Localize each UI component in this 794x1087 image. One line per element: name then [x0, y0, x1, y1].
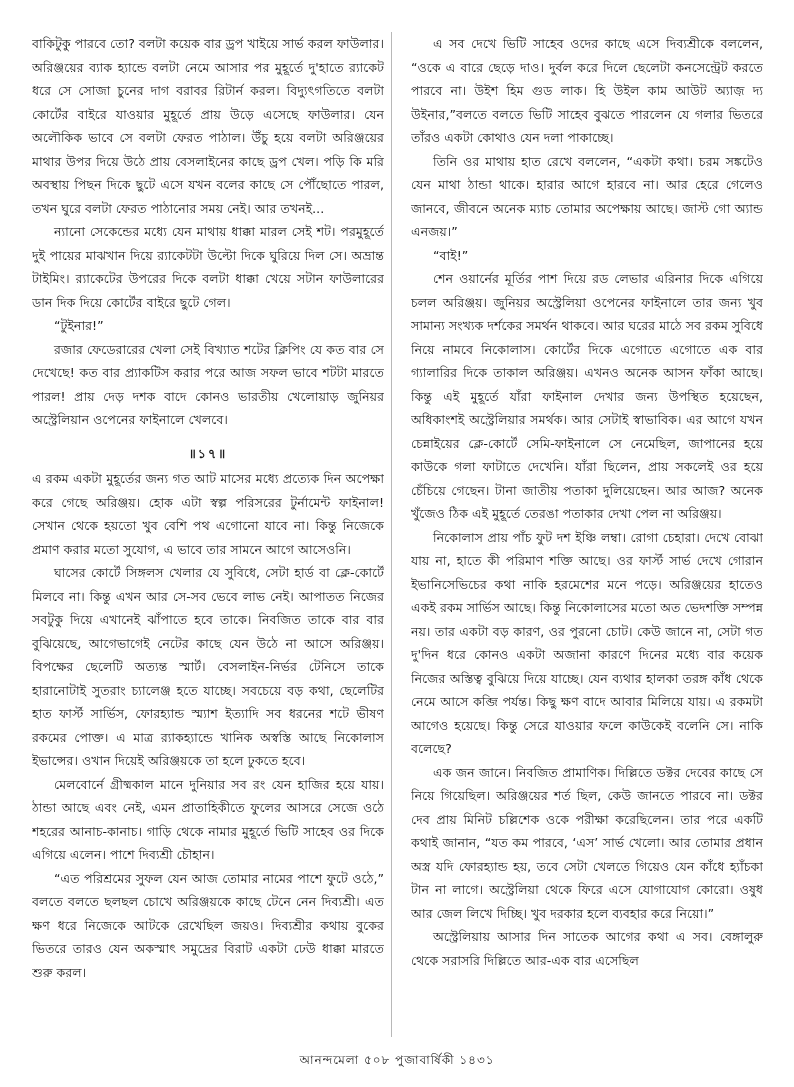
- paragraph: ন্যানো সেকেন্ডের মধ্যে যেন মাথায় ধাক্কা মারল সেই শট। পরমুহূর্তে দুই পায়ের মাঝখান দিয়ে র‍্যাকেটটা উল্টো দিকে ঘুরিয়ে দিল সে। অভ্রান্ত টাইমিং। র‍্যাকেটের উপরের দিকে বলটা ধাক্কা খেয়ে সটান ফাউলারের ডান দিক দিয়ে কোর্টের বাইরে ছুটে গেল।: [32, 224, 384, 310]
- left-column: [32, 32, 384, 1037]
- paragraph: নিকোলাস প্রায় পাঁচ ফুট দশ ইঞ্চি লম্বা। রোগা চেহারা। দেখে বোঝা যায় না, হাতে কী পরিমাণ শক্তি আছে। ওর ফার্স্ট সার্ভ দেখে গোরান ইভানিসেভিচের কথা নাকি হরমেশের মনে পড়ে। অরিঞ্জয়ের হাতেও একই রকম সার্ভিস আছে। কিন্তু নিকোলাসের মতো অত ভেদশক্তি সম্পন্ন নয়। তার একটা বড় কারণ, ওর পুরনো চোট। কেউ জানে না, সেটা গত দু'দিন ধরে কোনও একটা অজানা কারণে দিনের মধ্যে বার কয়েক নিজের অস্তিত্ব বুঝিয়ে দিয়ে যাচ্ছে। যেন ব্যথার হালকা তরঙ্গ কাঁধ থেকে নেমে আসে কব্জি পর্যন্ত। কিছু ক্ষণ বাদে আবার মিলিয়ে যায়। এ রকমটা আগেও হয়েছে। কিন্তু সেরে যাওয়ার ফলে কাউকেই বলেনি সে। নাকি বলেছে?: [411, 529, 763, 756]
- paragraph: বাকিটুকু পারবে তো? বলটা কয়েক বার ড্রপ খাইয়ে সার্ভ করল ফাউলার। অরিঞ্জয়ের ব্যাক হ্যান্ডে বলটা নেমে আসার পর মুহূর্তে দু'হাতে র‍্যাকেট ধরে সে সোজা চুনের দাগ বরাবর রিটার্ন করল। বিদ্যুৎগতিতে বলটা কোর্টের বাইরে যাওয়ার মুহূর্তে প্রায় উড়ে এসেছে ফাউলার। যেন অলৌকিক ভাবে সে বলটা ফেরত পাঠাল। উঁচু হয়ে বলটা অরিঞ্জয়ের মাথার উপর দিয়ে উঠে প্রায় বেসলাইনের কাছে ড্রপ খেল। পড়ি কি মরি অবস্থায় পিছন দিকে ছুটে এসে যখন বলের কাছে সে পৌঁছোতে পারল, তখন ঘুরে বলটা ফেরত পাঠানোর সময় নেই। আর তখনই...: [32, 36, 384, 216]
- paragraph: অস্ট্রেলিয়ায় আসার দিন সাতেক আগের কথা এ সব। বেঙ্গালুরু থেকে সরাসরি দিল্লিতে আর-এক বার এসেছিল: [411, 929, 763, 968]
- column-divider: [391, 32, 392, 1037]
- paragraph: “বাই!”: [433, 247, 469, 263]
- section-heading: ॥১৭॥: [188, 445, 228, 461]
- paragraph: এ রকম একটা মুহূর্তের জন্য গত আট মাসের মধ্যে প্রত্যেক দিন অপেক্ষা করে গেছে অরিঞ্জয়। হোক এটা স্বল্প পরিসরের টুর্নামেন্ট ফাইনাল! সেখান থেকে হয়তো খুব বেশি পথ এগোনো যাবে না। কিন্তু নিজেকে প্রমাণ করার মতো সুযোগ, এ ভাবে তার সামনে আগে আসেওনি।: [32, 471, 384, 557]
- page-footer: আনন্দমেলা ৫০৮ পুজাবার্ষিকী ১৪৩১: [299, 1053, 495, 1067]
- paragraph: “এত পরিশ্রমের সুফল যেন আজ তোমার নামের পাশে ফুটে ওঠে,” বলতে বলতে ছলছল চোখে অরিঞ্জয়কে কাছে টেনে নেন দিব্যশ্রী। এত ক্ষণ ধরে নিজেকে আটকে রেখেছিল জয়ও। দিব্যশ্রীর কথায় বুকের ভিতরে তারও যেন অকস্মাৎ সমুদ্রের বিরাট একটা ঢেউ ধাক্কা মারতে শুরু করল।: [32, 870, 384, 980]
- paragraph: মেলবোর্নে গ্রীষ্মকাল মানে দুনিয়ার সব রং যেন হাজির হয়ে যায়। ঠান্ডা আছে এবং নেই, এমন প্রাতাহিকীতে ফুলের আসরে সেজে ওঠে শহরের আনাচ-কানাচ। গাড়ি থেকে নামার মুহূর্তে ভিটি সাহেব ওর দিকে এগিয়ে এলেন। পাশে দিব্যশ্রী চৌহান।: [32, 776, 384, 862]
- paragraph: রজার ফেডেরারের খেলা সেই বিখ্যাত শটের ক্লিপিং যে কত বার সে দেখেছে! কত বার প্র্যাকটিস করার পরে আজ সফল ভাবে শটটা মারতে পারল! প্রায় দেড় দশক বাদে কোনও ভারতীয় খেলোয়াড় জুনিয়র অস্ট্রেলিয়ান ওপেনের ফাইনালে খেলবে।: [32, 341, 384, 427]
- paragraph: “টুইনার!”: [54, 318, 104, 333]
- paragraph: এ সব দেখে ভিটি সাহেব ওদের কাছে এসে দিব্যশ্রীকে বললেন, “ওকে এ বারে ছেড়ে দাও। দুর্বল করে দিলে ছেলেটা কনসেন্ট্রেট করতে পারবে না। উইশ হিম গুড লাক। হি উইল কাম আউট অ্যাজ় দ্য উইনার,”বলতে বলতে ভিটি সাহেব বুঝতে পারলেন যে গলার ভিতরে তাঁরও একটা কোথাও যেন দলা পাকাচ্ছে।: [411, 36, 763, 145]
- paragraph: তিনি ওর মাথায় হাত রেখে বললেন, “একটা কথা। চরম সঙ্কটেও যেন মাথা ঠান্ডা থাকে। হারার আগে হারবে না। আর হেরে গেলেও জানবে, জীবনে অনেক ম্যাচ তোমার অপেক্ষায় আছে। জাস্ট গো অ্যান্ড এনজয়।”: [411, 153, 763, 239]
- paragraph: ঘাসের কোর্টে সিঙ্গলস খেলার যে সুবিধে, সেটা হার্ড বা ক্লে-কোর্টে মিলবে না। কিন্তু এখন আর সে-সব ভেবে লাভ নেই। আপাতত নিজের সবটুকু দিয়ে এখানেই ঝাঁপাতে হবে তাকে। নিবজিত তাকে বার বার বুঝিয়েছে, আগেভাগেই নেটের কাছে যেন উঠে না আসে অরিঞ্জয়। বিপক্ষের ছেলেটি অত্যন্ত স্মার্ট। বেসলাইন-নির্ভর টেনিসে তাকে হারানোটাই সুতরাং চ্যালেঞ্জ হতে যাচ্ছে। সবচেয়ে বড় কথা, ছেলেটির হাত ফার্স্ট সার্ভিস, ফোরহ্যান্ড স্ম্যাশ ইত্যাদি সব ধরনের শটে ভীষণ রকমের পোক্ত। এ মাত্র র‍্যাকহ্যান্ডে খানিক অস্বস্তি আছে নিকোলাস ইভান্সের। ওখান দিয়েই অরিঞ্জয়কে তা হলে ঢুকতে হবে।: [32, 565, 384, 768]
- paragraph: এক জন জানে। নিবজিত প্রামাণিক। দিল্লিতে ডক্টর দেবের কাছে সে নিয়ে গিয়েছিল। অরিঞ্জয়ের শর্ত ছিল, কেউ জানতে পারবে না। ডক্টর দেব প্রায় মিনিট চল্লিশেক ওকে পরীক্ষা করেছিলেন। তার পরে একটি কথাই জানান, “যত কম পারবে, ‘এস’ সার্ভ খেলো। আর তোমার প্রধান অস্ত্র যদি ফোরহ্যান্ড হয়, তবে সেটা খেলতে গিয়েও যেন কাঁধে হ্যাঁচকা টান না লাগে। অস্ট্রেলিয়া থেকে ফিরে এসে যোগাযোগ কোরো। ওষুধ আর জেল লিখে দিচ্ছি। খুব দরকার হলে ব্যবহার করে নিয়ো।”: [411, 764, 763, 921]
- paragraph: শেন ওয়ার্নের মূর্তির পাশ দিয়ে রড লেভার এরিনার দিকে এগিয়ে চলল অরিঞ্জয়। জুনিয়র অস্ট্রেলিয়া ওপেনের ফাইনালে তার জন্য খুব সামান্য সংখ্যক দর্শকের সমর্থন থাকবে। আর ঘরের মাঠে সব রকম সুবিধে নিয়ে নামবে নিকোলাস। কোর্টের দিকে এগোতে এগোতে এক বার গ্যালারির দিকে তাকাল অরিঞ্জয়। এখনও অনেক আসন ফাঁকা আছে। কিন্তু এই মুহূর্তে যাঁরা ফাইনাল দেখার জন্য উপস্থিত হয়েছেন, অধিকাংশই অস্ট্রেলিয়ার সমর্থক। আর সেটাই স্বাভাবিক। এর আগে যখন চেন্নাইয়ের ক্লে-কোর্টে সেমি-ফাইনালে সে নেমেছিল, জাপানের হয়ে কাউকে গলা ফাটাতে দেখেনি। যাঁরা ছিলেন, প্রায় সকলেই ওর হয়ে চেঁচিয়ে গেছেন। টানা জাতীয় পতাকা দুলিয়েছেন। আর আজ? অনেক খুঁজেও ঠিক এই মুহূর্তে তেরঙা পতাকার দেখা পেল না অরিঞ্জয়।: [411, 271, 763, 521]
- right-column: [411, 32, 763, 1037]
